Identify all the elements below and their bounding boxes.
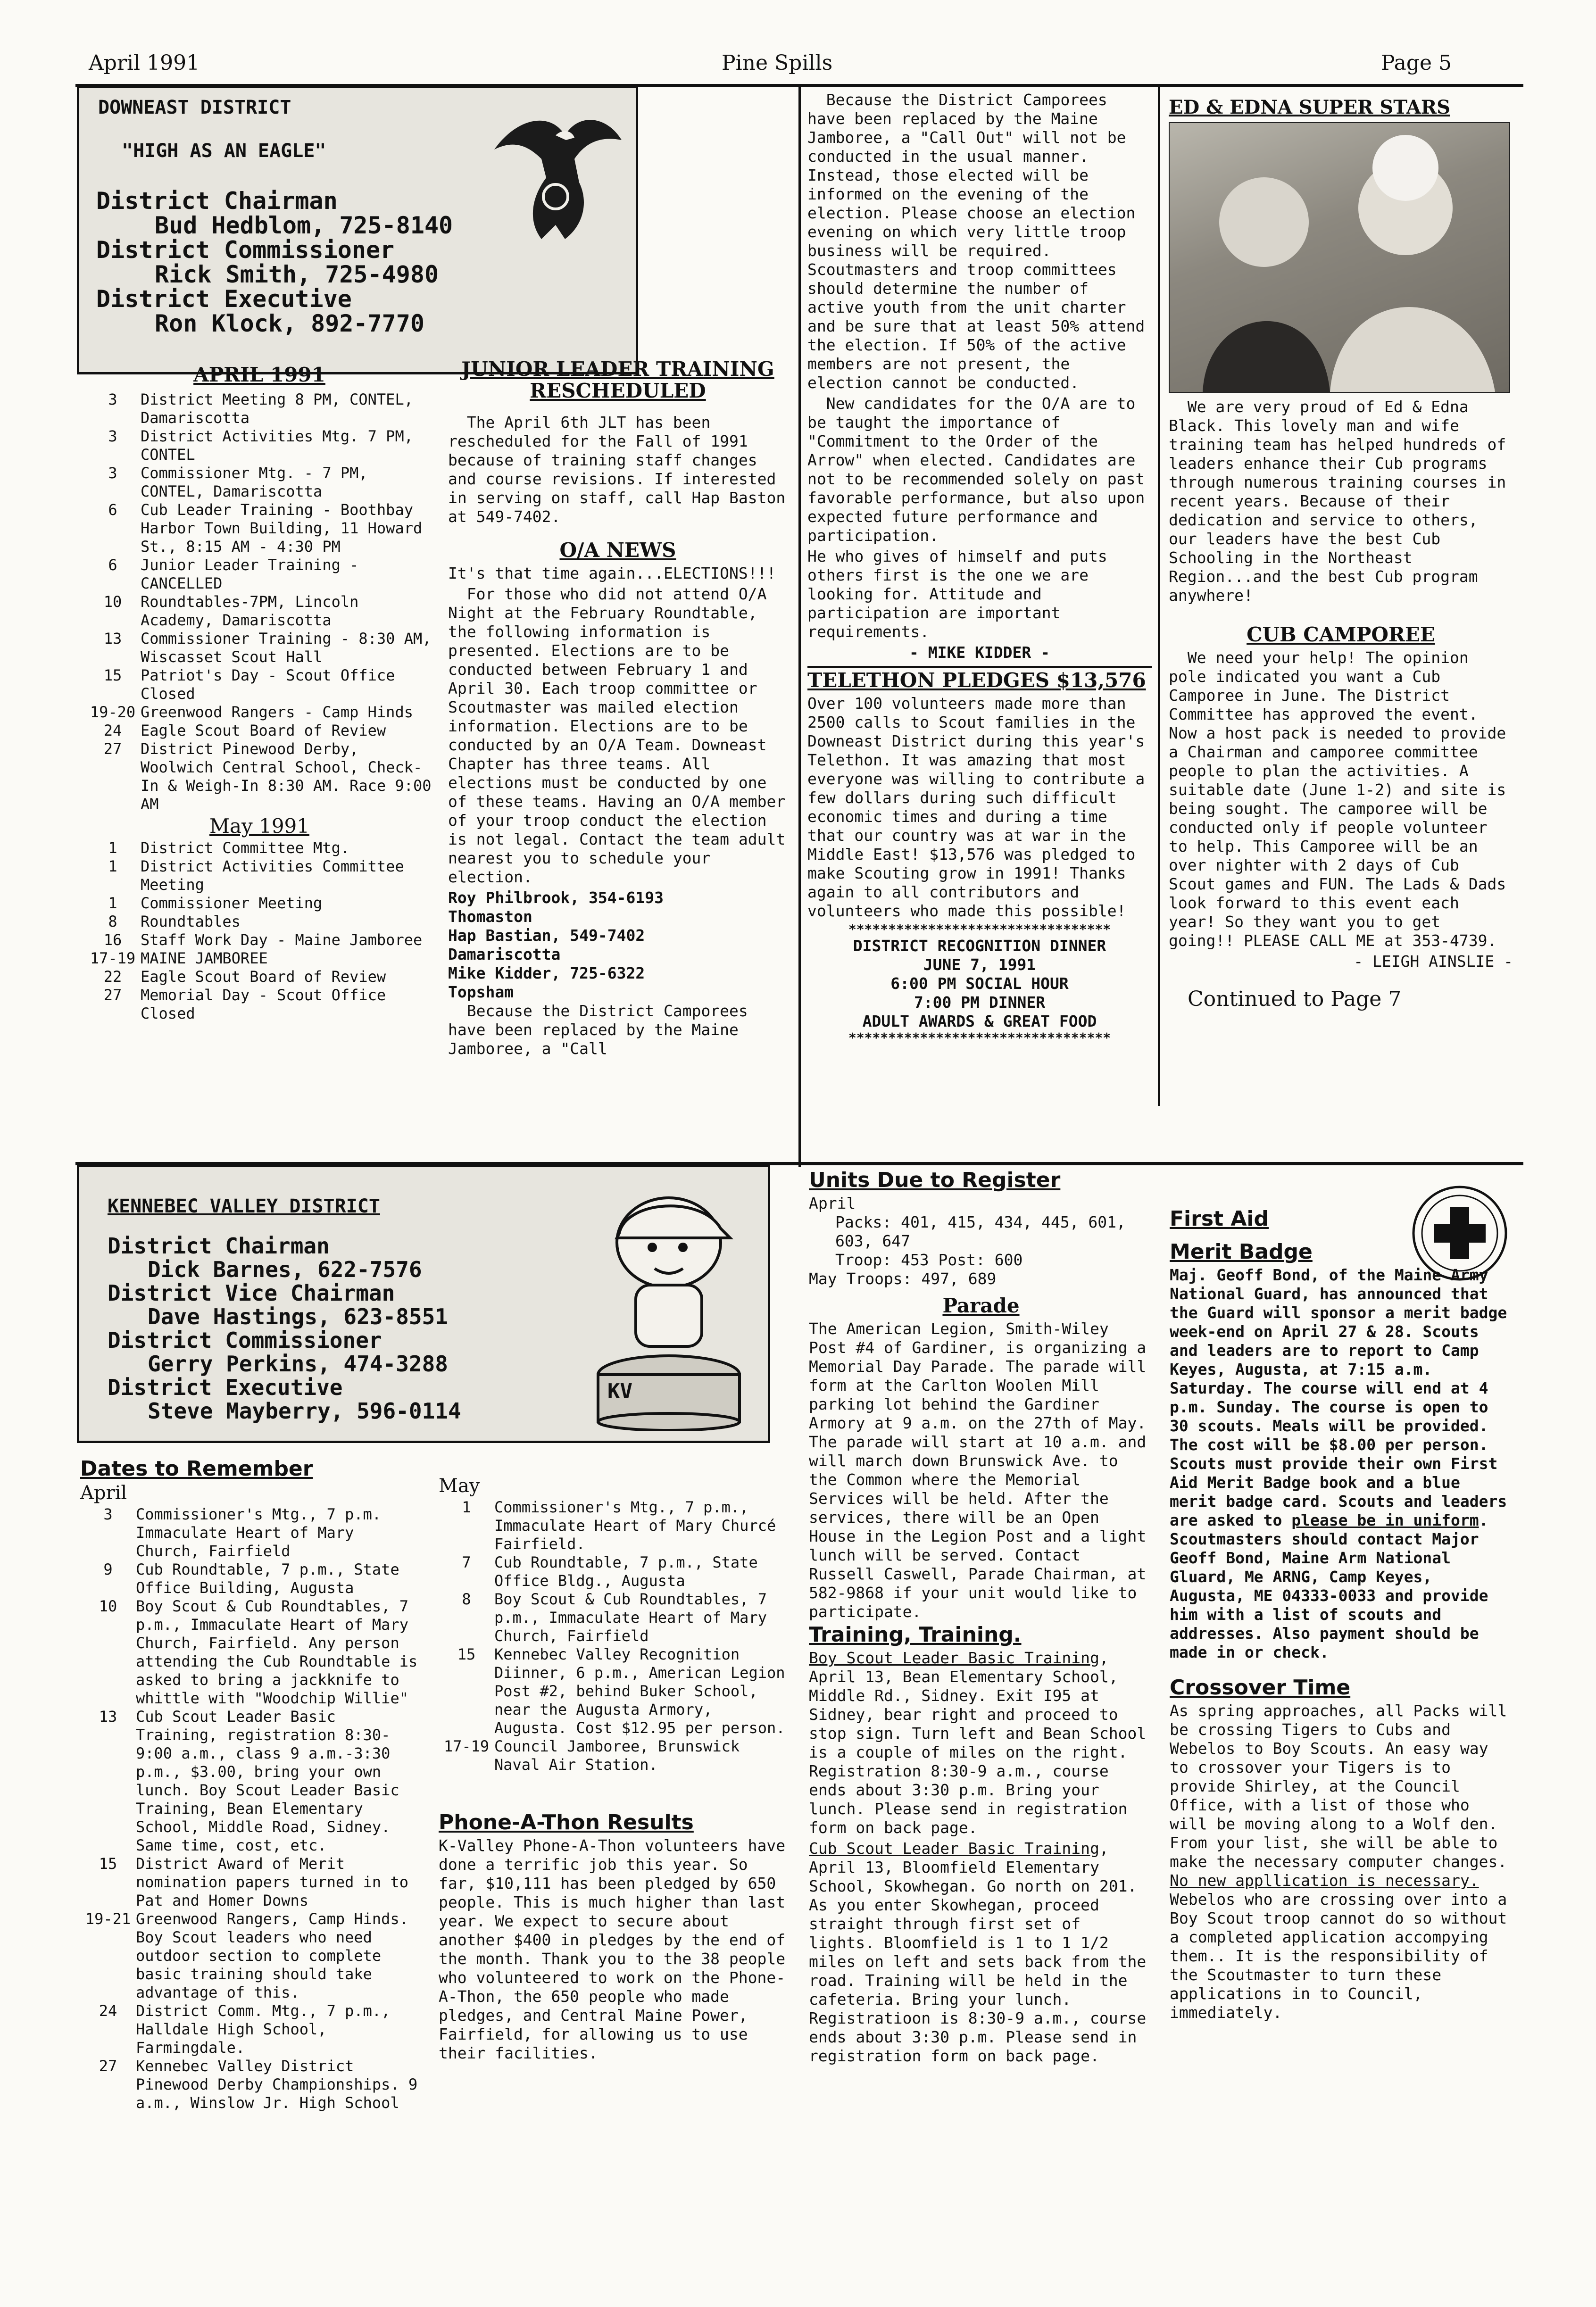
oa-paragraph-4: He who gives of himself and puts others first is the one we are looking for. Attitude and participation are important requirements. — [807, 547, 1117, 641]
event-text: Eagle Scout Board of Review — [141, 968, 386, 986]
event-text: Roundtables-7PM, Lincoln Academy, Damariscotta — [141, 593, 368, 629]
kennebec-line-2: Dick Barnes, 622-7576 — [148, 1257, 422, 1282]
event-day: 6 — [108, 556, 117, 574]
event-text: District Activities Mtg. 7 PM, CONTEL — [141, 427, 423, 464]
dates-may-label: May — [439, 1475, 480, 1497]
event-day: 15 — [99, 1855, 117, 1873]
list-item — [439, 1590, 788, 1645]
event-text: District Meeting 8 PM, CONTEL, Damariscotta — [141, 390, 423, 427]
event-text: Cub Leader Training - Boothbay Harbor Town Building, 11 Howard St., 8:15 AM - 4:30 PM — [141, 501, 432, 556]
event-text: Roundtables — [141, 913, 241, 930]
list-item — [439, 1498, 788, 1553]
oa-paragraph-1: For those who did not attend O/A Night at the February Roundtable, the following information is presented. Elections are to be conducted between February 1 and April 30. Each troop committee or Scoutmaster was mailed election information. Elections are to be conducted by an O/A Team. Downeast Chapter has three teams. All elections must be conducted by one of these teams. Having an O/A member of your troop conduct the election is not legal. Contact the team adult nearest you to schedule your election. — [448, 585, 795, 886]
ed-edna-body: We are very proud of Ed & Edna Black. This lovely man and wife training team has helped hundreds of leaders enhance their Cub programs through numerous training courses in recent years. Because of their dedication and service to others, our leaders have the best Cub Schooling in the Northeast Region...and the best Cub program anywhere! — [1169, 398, 1516, 605]
event-day: 17-19 — [443, 1737, 490, 1755]
dates-to-remember — [80, 1457, 427, 2112]
event-text: Eagle Scout Board of Review — [141, 722, 386, 739]
event-text: MAINE JAMBOREE — [141, 949, 268, 967]
downeast-line-3: District Commissioner — [96, 236, 395, 264]
event-day: 27 — [103, 740, 122, 758]
downeast-line-4: Rick Smith, 725-4980 — [155, 261, 439, 288]
list-item — [85, 894, 434, 913]
stump-label: KV — [607, 1379, 632, 1403]
kennebec-line-6: Gerry Perkins, 474-3288 — [148, 1351, 448, 1377]
event-day: 7 — [462, 1553, 471, 1571]
oa-paragraph-2: Because the District Camporees have been replaced by the Maine Jamboree, a "Call Out" will not be conducted in the usual manner. Instead, those elected will be informed on the evening of the election. Please choose an election evening on which very little troop business will be required. Scoutmasters and troop committees should determine the number of active youth from the unit charter and be sure that at least 50% attend the election. If 50% of the active members are not present, the election cannot be conducted. — [807, 91, 1155, 392]
list-item — [80, 1910, 420, 2002]
list-item — [85, 913, 434, 931]
dates-may-column — [439, 1474, 795, 2065]
list-item — [80, 1708, 420, 1855]
list-item — [85, 556, 434, 593]
cub-scout-training: Cub Scout Leader Basic Training, April 13, Bloomfield Elementary School, Skowhegan. Go north on 201. As you enter Skowhegan, proceed straight through first set of lights. Bloomfield is 1 to 1 1/2 miles on left and sets back from the road. Training will be held in the cafeteria. Bring your lunch. Registratioon is 8:30-9 a.m., course ends about 3:30 p.m. Please send in registration form on back page. — [809, 1839, 1156, 2065]
event-text: Commissioner Training - 8:30 AM, Wiscasset Scout Hall — [141, 630, 441, 666]
event-day: 19-20 — [90, 703, 136, 721]
list-item — [85, 968, 434, 986]
event-text: Commissioner Mtg. - 7 PM, CONTEL, Damariscotta — [141, 464, 377, 500]
event-day: 13 — [103, 630, 122, 647]
april-calendar-title: APRIL 1991 — [193, 363, 325, 386]
telethon-rule — [807, 666, 1152, 668]
event-day: 6 — [108, 501, 117, 519]
may-event-list — [85, 839, 434, 1023]
event-day: 27 — [103, 986, 122, 1004]
downeast-line-1: District Chairman — [96, 187, 338, 215]
parade-body: The American Legion, Smith-Wiley Post #4 of Gardiner, is organizing a Memorial Day Parade. The parade will form at the Carlton Woolen Mill parking lot behind the Gardiner Armory at 9 a.m. on the 27th of May. The parade will start at 10 a.m. and will march down Brunswick Ave. to the Common where the Memorial Services will be held. After the services, there will be an Open House in the Legion Post and a light lunch will be served. Contact Russell Caswell, Parade Chairman, at 582-9868 if your unit would like to participate. — [809, 1319, 1156, 1621]
oa-contact-mike: Mike Kidder, 725-6322 Topsham — [448, 964, 645, 1001]
training-title: Training, Training. — [809, 1623, 1022, 1647]
event-text: District Pinewood Derby, Woolwich Central School, Check-In & Weigh-In 8:30 AM. Race 9:00 AM — [141, 740, 441, 813]
list-item — [85, 390, 434, 427]
jlt-body: The April 6th JLT has been rescheduled for the Fall of 1991 because of training staff changes and course revisions. If interested in serving on staff, call Hap Baston at 549-7402. — [448, 413, 795, 526]
telethon-title: TELETHON PLEDGES $13,576 — [807, 669, 1146, 692]
downeast-line-2: Bud Hedblom, 725-8140 — [155, 212, 453, 239]
event-text: Boy Scout & Cub Roundtables, 7 p.m., Immaculate Heart of Mary Church, Fairfield — [494, 1590, 776, 1645]
event-day: 8 — [108, 913, 117, 930]
phone-a-thon-title: Phone-A-Thon Results — [439, 1810, 694, 1834]
event-day: 1 — [108, 894, 117, 912]
ed-edna-title: ED & EDNA SUPER STARS — [1169, 96, 1450, 118]
dinner-line-4: 7:00 PM DINNER — [914, 993, 1046, 1012]
list-item — [85, 501, 434, 556]
list-item — [85, 931, 434, 949]
event-text: District Committee Mtg. — [141, 839, 350, 857]
event-day: 24 — [103, 722, 122, 739]
list-item — [85, 666, 434, 703]
event-text: Kennebec Valley District Pinewood Derby Championships. 9 a.m., Winslow Jr. High School — [136, 2057, 427, 2112]
kennebec-line-3: District Vice Chairman — [108, 1280, 395, 1306]
cub-camporee-signature: - LEIGH AINSLIE - — [1354, 952, 1513, 971]
event-text: Cub Scout Leader Basic Training, registration 8:30-9:00 a.m., class 9 a.m.-3:30 p.m., $3.00, bring your own lunch. Boy Scout Leader Basic Training, Bean Elementary School, Middle Road, Sidney. Same time, cost, etc. — [136, 1708, 408, 1854]
event-day: 17-19 — [90, 949, 136, 967]
telethon-body: Over 100 volunteers made more than 2500 calls to Scout families in the Downeast District during this year's Telethon. It was amazing that most everyone was willing to contribute a few dollars during such difficult economic times and during a time that our country was at war in the Middle East! $13,576 was pledged to make Scouting grow in 1991! Thanks again to all contributors and volunteers who made this possible! — [807, 694, 1155, 920]
event-day: 15 — [457, 1645, 476, 1663]
event-text: Cub Roundtable, 7 p.m., State Office Bldg., Augusta — [494, 1553, 767, 1590]
kv-april-list — [80, 1505, 427, 2112]
event-day: 3 — [103, 1505, 113, 1523]
dinner-line-3: 6:00 PM SOCIAL HOUR — [890, 974, 1069, 993]
parade-title: Parade — [942, 1294, 1020, 1317]
list-item — [439, 1645, 794, 1737]
list-item — [80, 2057, 427, 2112]
ed-edna-photo — [1169, 122, 1510, 393]
event-text: Patriot's Day - Scout Office Closed — [141, 666, 404, 703]
dinner-line-5: ADULT AWARDS & GREAT FOOD — [862, 1012, 1097, 1030]
event-text: Kennebec Valley Recognition Diinner, 6 p.m., American Legion Post #2, behind Buker School, near the Augusta Armory, Augusta. Cost $12.95 per person. — [494, 1645, 794, 1737]
event-day: 8 — [462, 1590, 471, 1608]
units-april: April — [809, 1194, 856, 1212]
event-day: 3 — [108, 427, 117, 445]
boy-scout-training: Boy Scout Leader Basic Training, April 13, Bean Elementary School, Middle Rd., Sidney. Exit I95 at Sidney, bear right and proceed to stop sign. Turn left and Bean School is a couple of miles on the right. Registration 8:30-9 a.m., course ends about 3:30 p.m. Bring your lunch. Please send in registration form on back page. — [809, 1649, 1156, 1837]
downeast-box-title: DOWNEAST DISTRICT — [98, 97, 291, 118]
list-item — [85, 703, 434, 722]
oa-contact-roy: Roy Philbrook, 354-6193 Thomaston — [448, 888, 664, 926]
event-day: 15 — [103, 666, 122, 684]
event-day: 10 — [103, 593, 122, 611]
may-calendar-title: May 1991 — [209, 814, 309, 838]
event-text: Commissioner Meeting — [141, 894, 323, 912]
jlt-title: JUNIOR LEADER TRAINING RESCHEDULED — [461, 357, 774, 402]
list-item — [85, 986, 434, 1023]
oa-news-title: O/A NEWS — [559, 539, 676, 562]
april-event-list — [85, 390, 441, 813]
kennebec-line-4: Dave Hastings, 623-8551 — [148, 1304, 448, 1329]
downeast-slogan: "HIGH AS AN EAGLE" — [122, 140, 326, 162]
kennebec-line-7: District Executive — [108, 1375, 343, 1400]
oa-intro: It's that time again...ELECTIONS!!! — [448, 564, 776, 582]
event-text: Commissioner's Mtg., 7 p.m. Immaculate Heart of Mary Church, Fairfield — [136, 1505, 391, 1560]
event-text: Memorial Day - Scout Office Closed — [141, 986, 395, 1022]
list-item — [85, 464, 434, 501]
dinner-line-2: JUNE 7, 1991 — [923, 955, 1036, 974]
couple-photo-icon — [1170, 123, 1509, 392]
oa-contact-hap: Hap Bastian, 549-7402 Damariscotta — [448, 926, 645, 963]
list-item — [80, 1505, 420, 1560]
dates-april-label: April — [80, 1482, 127, 1504]
event-day: 19-21 — [85, 1910, 131, 1928]
column-rule-b — [1158, 87, 1160, 1106]
crossover-title: Crossover Time — [1170, 1676, 1351, 1700]
list-item — [85, 722, 434, 740]
kennebec-line-1: District Chairman — [108, 1233, 330, 1259]
event-day: 16 — [103, 931, 122, 949]
list-item — [85, 427, 434, 464]
continued-to-page-7: Continued to Page 7 — [1188, 987, 1402, 1011]
oa-paragraph-3: New candidates for the O/A are to be taught the importance of "Commitment to the Order of the Arrow" when elected. Candidates are not to be recommended solely on past favorable performance, but also upon expected future performance and participation. — [807, 394, 1155, 545]
list-item — [85, 630, 441, 666]
first-aid-title: First Aid — [1170, 1207, 1269, 1231]
event-day: 22 — [103, 968, 122, 986]
list-item — [85, 740, 441, 813]
right-column — [1169, 96, 1516, 1012]
middle-column — [448, 357, 795, 1060]
kennebec-line-8: Steve Mayberry, 596-0114 — [148, 1398, 461, 1424]
event-text: Boy Scout & Cub Roundtables, 7 p.m., Immaculate Heart of Mary Church, Fairfield. Any person attending the Cub Roundtable is asked to bring a jackknife to whittle with "Woodchip Willie" — [136, 1597, 427, 1707]
kennebec-box-title: KENNEBEC VALLEY DISTRICT — [108, 1195, 380, 1217]
event-day: 3 — [108, 390, 117, 408]
newsletter-title: Pine Spills — [722, 51, 833, 75]
eagle-emblem-icon — [485, 107, 626, 249]
units-may: May Troops: 497, 689 — [809, 1270, 997, 1288]
list-item — [439, 1553, 788, 1590]
page-date: April 1991 — [89, 51, 200, 75]
event-text: Greenwood Rangers - Camp Hinds — [141, 703, 413, 721]
list-item — [80, 1855, 420, 1910]
event-day: 3 — [108, 464, 117, 482]
event-text: Junior Leader Training - CANCELLED — [141, 556, 368, 592]
units-packs: Packs: 401, 415, 434, 445, 601, 603, 647 — [835, 1213, 1126, 1250]
event-text: District Comm. Mtg., 7 p.m., Halldale High School, Farmingdale. — [136, 2002, 399, 2057]
downeast-line-6: Ron Klock, 892-7770 — [155, 310, 424, 337]
list-item — [439, 1737, 788, 1774]
kennebec-district-box — [77, 1165, 770, 1443]
list-item — [80, 1597, 427, 1708]
list-item — [85, 839, 434, 857]
cub-camporee-title: CUB CAMPOREE — [1247, 623, 1435, 646]
april-calendar — [85, 363, 441, 1023]
event-text: Commissioner's Mtg., 7 p.m., Immaculate Heart of Mary Churcé Fairfield. — [494, 1498, 785, 1553]
column-rule-a — [798, 87, 801, 1167]
event-day: 1 — [108, 857, 117, 875]
event-day: 10 — [99, 1597, 117, 1615]
event-day: 27 — [99, 2057, 117, 2075]
list-item — [80, 1560, 420, 1597]
event-text: Greenwood Rangers, Camp Hinds. Boy Scout leaders who need outdoor section to complete basic training should take advantage of this. — [136, 1910, 418, 2001]
event-day: 9 — [103, 1560, 113, 1578]
list-item — [85, 949, 434, 968]
units-troop-post: Troop: 453 Post: 600 — [835, 1251, 1023, 1269]
page-number: Page 5 — [1381, 51, 1452, 75]
event-day: 1 — [108, 839, 117, 857]
crossover-body: As spring approaches, all Packs will be crossing Tigers to Cubs and Webelos to Boy Scouts. An easy way to crossover your Tigers is to provide Shirley, at the Council Office, with a list of those who will be moving along to a Wolf den. From your list, she will be able to make the necessary computer changes. No new appllication is necessary. Webelos who are crossing over into a Boy Scout troop cannot do so without a completed application accompying them.. It is the responsibility of the Scoutmaster to turn these applications in to Council, immediately. — [1170, 1701, 1517, 2022]
oa-paragraph-2-start: Because the District Camporees have been replaced by the Maine Jamboree, a "Call — [448, 1002, 757, 1058]
event-day: 13 — [99, 1708, 117, 1726]
cub-camporee-body: We need your help! The opinion pole indicated you want a Cub Camporee in June. The District Committee has approved the event. Now a host pack is needed to provide a Chairman and camporee committee people to plan the activities. A suitable date (June 1-2) and site is being sought. The camporee will be conducted only if people volunteer to help. This Camporee will be an over nighter with 2 days of Cub Scout games and FUN. The Lads & Dads look forward to this event each year! So they want you to get going!! PLEASE CALL ME at 353-4739. — [1169, 648, 1516, 950]
event-text: Staff Work Day - Maine Jamboree — [141, 931, 423, 949]
list-item — [85, 857, 434, 894]
oa-continued — [807, 91, 1155, 1046]
event-day: 24 — [99, 2002, 117, 2020]
kv-may-list — [439, 1498, 794, 1774]
dinner-stars-bottom: ********************************* — [848, 1030, 1111, 1046]
phone-a-thon-body: K-Valley Phone-A-Thon volunteers have done a terrific job this year. So far, $10,111 has been pledged by 650 people. This is much higher than last year. We expect to secure about another $400 in pledges by the end of the month. Thank you to the 38 people who volunteered to work on the Phone-A-Thon, the 650 people who made pledges, and Central Maine Power, Fairfield, for allowing us to use their facilities. — [439, 1836, 795, 2062]
event-text: District Activities Committee Meeting — [141, 857, 413, 894]
downeast-line-5: District Executive — [96, 285, 352, 313]
first-aid-body: Maj. Geoff Bond, of the Maine Army National Guard, has announced that the Guard will sponsor a merit badge week-end on April 27 & 28. Scouts and leaders are to report to Camp Keyes, Augusta, at 7:15 a.m. Saturday. The course will end at 4 p.m. Sunday. The course is open to 30 scouts. Meals will be provided. The cost will be $8.00 per person. Scouts must provide their own First Aid Merit Badge book and a blue merit badge card. Scouts and leaders are asked to please be in uniform. Scoutmasters should contact Major Geoff Bond, Maine Arm National Gluard, Me ARNG, Camp Keyes, Augusta, ME 04333-0033 and provide him with a list of scouts and addresses. Also payment should be made in or check. — [1170, 1266, 1517, 1661]
units-title: Units Due to Register — [809, 1168, 1061, 1192]
first-aid-column — [1170, 1207, 1517, 2024]
dinner-stars-top: ********************************* — [848, 921, 1111, 937]
dinner-line-1: DISTRICT RECOGNITION DINNER — [853, 937, 1106, 955]
event-text: Cub Roundtable, 7 p.m., State Office Building, Augusta — [136, 1560, 408, 1597]
red-cross-emblem-icon — [1410, 1184, 1509, 1283]
list-item — [85, 593, 434, 630]
merit-badge-title: Merit Badge — [1170, 1240, 1313, 1264]
cub-scout-mascot-icon — [579, 1181, 758, 1431]
event-text: Council Jamboree, Brunswick Naval Air Station. — [494, 1737, 749, 1774]
dates-title: Dates to Remember — [80, 1457, 313, 1481]
kennebec-line-5: District Commissioner — [108, 1328, 382, 1353]
oa-signature: - MIKE KIDDER - — [909, 643, 1050, 662]
downeast-district-box — [77, 86, 638, 374]
event-day: 1 — [462, 1498, 471, 1516]
event-text: District Award of Merit nomination papers turned in to Pat and Homer Downs — [136, 1855, 418, 1909]
units-column — [809, 1168, 1156, 2067]
list-item — [80, 2002, 420, 2057]
